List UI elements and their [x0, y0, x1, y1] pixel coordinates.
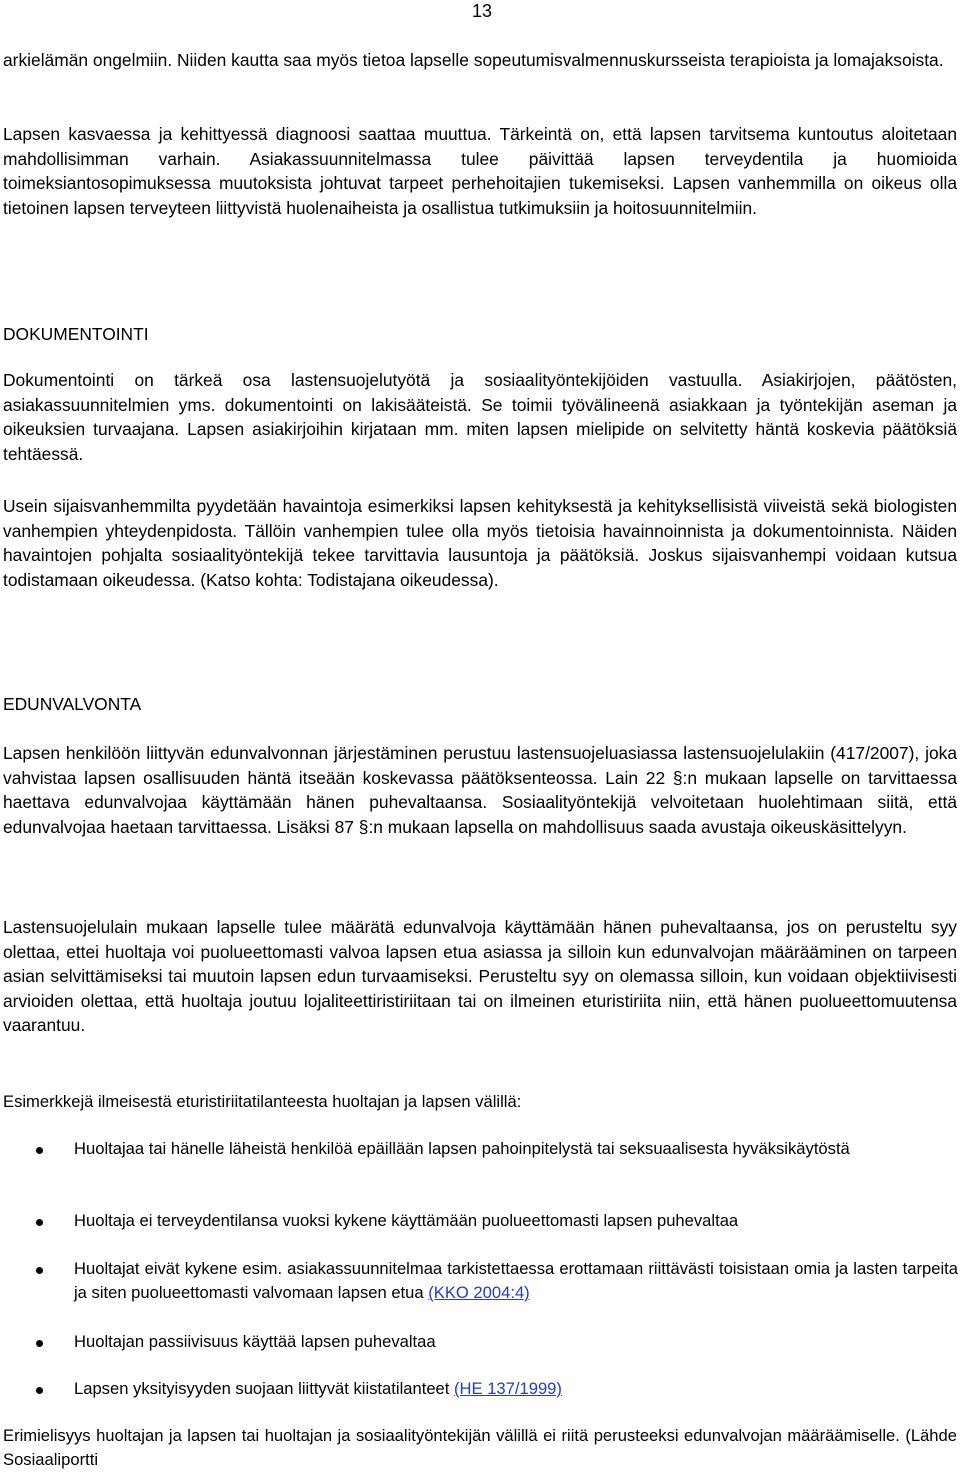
- paragraph-havainnot: [3, 494, 957, 592]
- paragraph-text: arkielämän ongelmiin. Niiden kautta saa myös tietoa lapselle sopeutumisvalmennuskursseista terapioista ja lomajaksoista.: [3, 50, 944, 70]
- list-item-label: Huoltajaa tai hänelle läheistä henkilöä epäillään lapsen pahoinpitelystä tai seksuaalisesta hyväksikäytöstä: [74, 1139, 850, 1158]
- paragraph-text: Lapsen kasvaessa ja kehittyessä diagnoosi saattaa muuttua. Tärkeintä on, että lapsen tarvitsema kuntoutus aloitetaan mahdollisimman varhain. Asiakassuunnitelmassa tulee päivittää lapsen terveydentila ja huomioida toimeksiantosopimuksessa muutoksista johtuvat tarpeet perhehoitajien tukemiseksi. Lapsen vanhemmilla on oikeus olla tietoinen lapsen terveyteen liittyvistä huolenaiheista ja osallistua tutkimuksiin ja hoitosuunnitelmiin.: [3, 124, 957, 218]
- paragraph-dokumentointi: [3, 368, 957, 466]
- paragraph-diagnosis: [3, 122, 957, 220]
- paragraph-edunvalvoja: [3, 915, 957, 1038]
- paragraph-edunvalvonta-law: [3, 741, 957, 839]
- list-item-label: Huoltajat eivät kykene esim. asiakassuunnitelmaa tarkistettaessa erottamaan riittävästi toisistaan omia ja lasten tarpeita ja siten puolueettomasti valvomaan lapsen etua: [74, 1259, 958, 1303]
- list-intro: Esimerkkejä ilmeisestä eturistiriitatilanteesta huoltajan ja lapsen välillä:: [3, 1092, 522, 1111]
- paragraph-text: Usein sijaisvanhemmilta pyydetään havaintoja esimerkiksi lapsen kehityksestä ja kehityksellisistä viiveistä sekä biologisten vanhempien yhteydenpidosta. Tällöin vanhempien tulee olla myös tietoisia havainnoinnista ja dokumentoinnista. Näiden havaintojen pohjalta sosiaalityöntekijä tekee tarvittavia lausuntoja ja päätöksiä. Joskus sijaisvanhempi voidaan kutsua todistamaan oikeudessa. (Katso kohta: Todistajana oikeudessa).: [3, 496, 957, 590]
- bullet-icon: [36, 1387, 43, 1394]
- heading-dokumentointi: DOKUMENTOINTI: [3, 324, 149, 344]
- reference-link-he[interactable]: (HE 137/1999): [454, 1379, 562, 1398]
- paragraph-intro-continuation: [3, 48, 957, 73]
- list-item-text: [74, 1209, 958, 1233]
- list-item-text: [74, 1330, 958, 1354]
- list-item-text: [74, 1377, 958, 1401]
- final-paragraph: Erimielisyys huoltajan ja lapsen tai huoltajan ja sosiaalityöntekijän välillä ei riitä perusteeksi edunvalvojan määräämiselle. (Lähde Sosiaaliportti: [3, 1426, 957, 1469]
- paragraph-text: Dokumentointi on tärkeä osa lastensuojelutyötä ja sosiaalityöntekijöiden vastuulla. Asiakirjojen, päätösten, asiakassuunnitelmien yms. dokumentointi on lakisääteistä. Se toimii työvälineenä asiakkaan ja työntekijän aseman ja oikeuksien turvaajana. Lapsen asiakirjoihin kirjataan mm. miten lapsen mielipide on selvitetty häntä koskevia päätöksiä tehtäessä.: [3, 370, 957, 464]
- bullet-icon: [36, 1147, 43, 1154]
- bullet-icon: [36, 1219, 43, 1226]
- reference-link-kko[interactable]: (KKO 2004:4): [428, 1283, 530, 1303]
- list-item-label: Lapsen yksityisyyden suojaan liittyvät kiistatilanteet: [74, 1379, 455, 1398]
- paragraph-text: Lastensuojelulain mukaan lapselle tulee määrätä edunvalvoja käyttämään hänen puhevaltaansa, jos on perusteltu syy olettaa, ettei huoltaja voi puolueettomasti valvoa lapsen etua asiassa ja silloin kun edunvalvojan määrääminen on tarpeen asian selvittämiseksi tai muutoin lapsen edun turvaamiseksi. Perusteltu syy on olemassa silloin, kun voidaan objektiivisesti arvioiden olettaa, että huoltaja joutuu lojaliteettiristiriitaan tai on ilmeinen eturistiriita niin, että hänen puolueettomuutensa vaarantuu.: [3, 917, 957, 1036]
- list-item-text: [74, 1137, 958, 1161]
- bullet-icon: [36, 1340, 43, 1347]
- list-item-text: [74, 1257, 958, 1306]
- bullet-icon: [36, 1267, 43, 1274]
- list-item-label: Huoltaja ei terveydentilansa vuoksi kykene käyttämään puolueettomasti lapsen puhevaltaa: [74, 1211, 739, 1230]
- list-item-label: Huoltajan passiivisuus käyttää lapsen puhevaltaa: [74, 1332, 436, 1351]
- paragraph-text: Lapsen henkilöön liittyvän edunvalvonnan järjestäminen perustuu lastensuojeluasiassa lastensuojelulakiin (417/2007), joka vahvistaa lapsen osallisuuden häntä itseään koskevassa päätöksenteossa. Lain 22 §:n mukaan lapselle on tarvittaessa haettava edunvalvojaa käyttämään hänen puhevaltaansa. Sosiaalityöntekijä velvoitetaan huolehtimaan siitä, että edunvalvojaa haetaan tarvittaessa. Lisäksi 87 §:n mukaan lapsella on mahdollisuus saada avustaja oikeuskäsittelyyn.: [3, 743, 957, 837]
- heading-edunvalvonta: EDUNVALVONTA: [3, 694, 142, 714]
- page-number: 13: [471, 1, 493, 21]
